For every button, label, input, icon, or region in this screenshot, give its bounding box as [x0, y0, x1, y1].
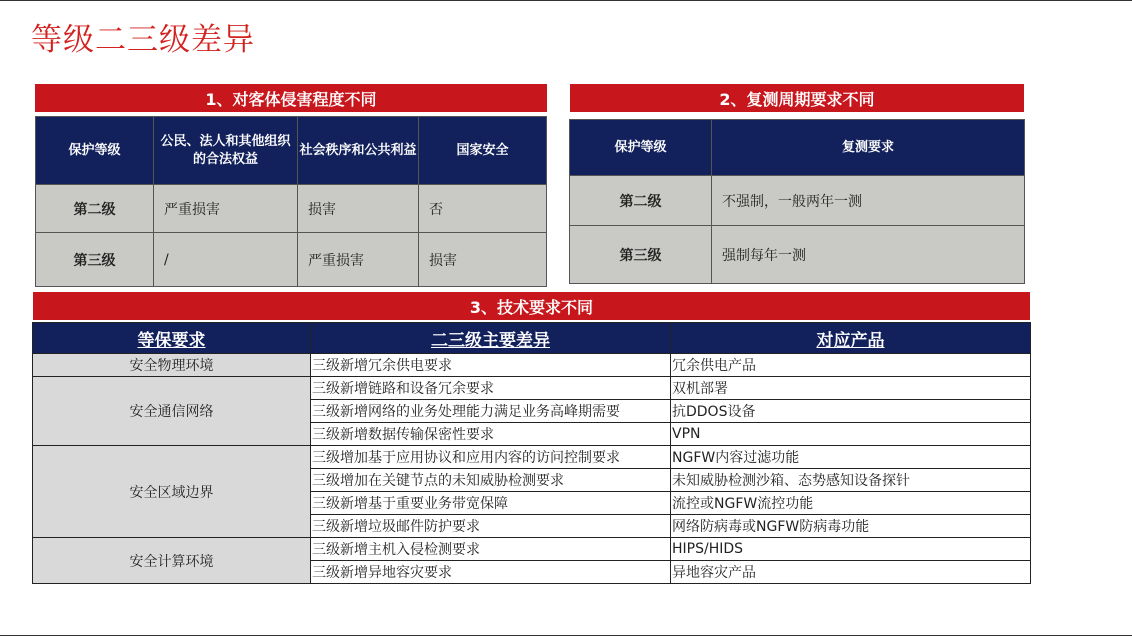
table1-header-level: 保护等级: [36, 117, 154, 185]
table2-header-requirement: 复测要求: [712, 120, 1025, 176]
difference-cell: 三级新增网络的业务处理能力满足业务高峰期需要: [311, 400, 671, 423]
technical-requirements-table: [32, 322, 1031, 584]
table1-cell: 否: [419, 185, 547, 233]
product-cell: VPN: [671, 423, 1031, 446]
section1-banner: 1、对客体侵害程度不同: [35, 84, 547, 112]
section2-banner: 2、复测周期要求不同: [570, 84, 1024, 112]
section3-banner: 3、技术要求不同: [33, 292, 1030, 320]
table2-cell: 强制每年一测: [712, 226, 1025, 284]
bottom-rule: [0, 635, 1132, 636]
retest-cycle-table: [569, 119, 1025, 284]
table1-row-label: 第三级: [36, 233, 154, 287]
difference-cell: 三级新增数据传输保密性要求: [311, 423, 671, 446]
table3-header-requirement: 等保要求: [33, 323, 311, 354]
table2-cell: 不强制，一般两年一测: [712, 176, 1025, 226]
category-communication-network: 安全通信网络: [33, 377, 311, 446]
product-cell: NGFW内容过滤功能: [671, 446, 1031, 469]
table1-cell: 损害: [298, 185, 419, 233]
category-physical-environment: 安全物理环境: [33, 354, 311, 377]
table1-header-social: 社会秩序和公共利益: [298, 117, 419, 185]
table1-cell: 严重损害: [154, 185, 298, 233]
product-cell: 未知威胁检测沙箱、态势感知设备探针: [671, 469, 1031, 492]
difference-cell: 三级新增垃圾邮件防护要求: [311, 515, 671, 538]
table1-header-citizen: 公民、法人和其他组织的合法权益: [154, 117, 298, 185]
product-cell: 网络防病毒或NGFW防病毒功能: [671, 515, 1031, 538]
difference-cell: 三级新增冗余供电要求: [311, 354, 671, 377]
difference-cell: 三级增加在关键节点的未知威胁检测要求: [311, 469, 671, 492]
category-area-boundary: 安全区域边界: [33, 446, 311, 538]
product-cell: 冗余供电产品: [671, 354, 1031, 377]
protection-impact-table: [35, 116, 547, 287]
difference-cell: 三级新增主机入侵检测要求: [311, 538, 671, 561]
table1-header-national: 国家安全: [419, 117, 547, 185]
top-rule: [0, 0, 1132, 1]
product-cell: HIPS/HIDS: [671, 538, 1031, 561]
product-cell: 异地容灾产品: [671, 561, 1031, 584]
table2-row-label: 第三级: [570, 226, 712, 284]
table2-row-label: 第二级: [570, 176, 712, 226]
difference-cell: 三级新增异地容灾要求: [311, 561, 671, 584]
page-title: 等级二三级差异: [31, 22, 255, 58]
product-cell: 流控或NGFW流控功能: [671, 492, 1031, 515]
table3-header-product: 对应产品: [671, 323, 1031, 354]
difference-cell: 三级新增基于重要业务带宽保障: [311, 492, 671, 515]
table3-header-difference: 二三级主要差异: [311, 323, 671, 354]
table1-row-label: 第二级: [36, 185, 154, 233]
table1-cell: 损害: [419, 233, 547, 287]
table1-cell: /: [154, 233, 298, 287]
category-computing-environment: 安全计算环境: [33, 538, 311, 584]
product-cell: 双机部署: [671, 377, 1031, 400]
difference-cell: 三级新增链路和设备冗余要求: [311, 377, 671, 400]
table2-header-level: 保护等级: [570, 120, 712, 176]
difference-cell: 三级增加基于应用协议和应用内容的访问控制要求: [311, 446, 671, 469]
table1-cell: 严重损害: [298, 233, 419, 287]
product-cell: 抗DDOS设备: [671, 400, 1031, 423]
